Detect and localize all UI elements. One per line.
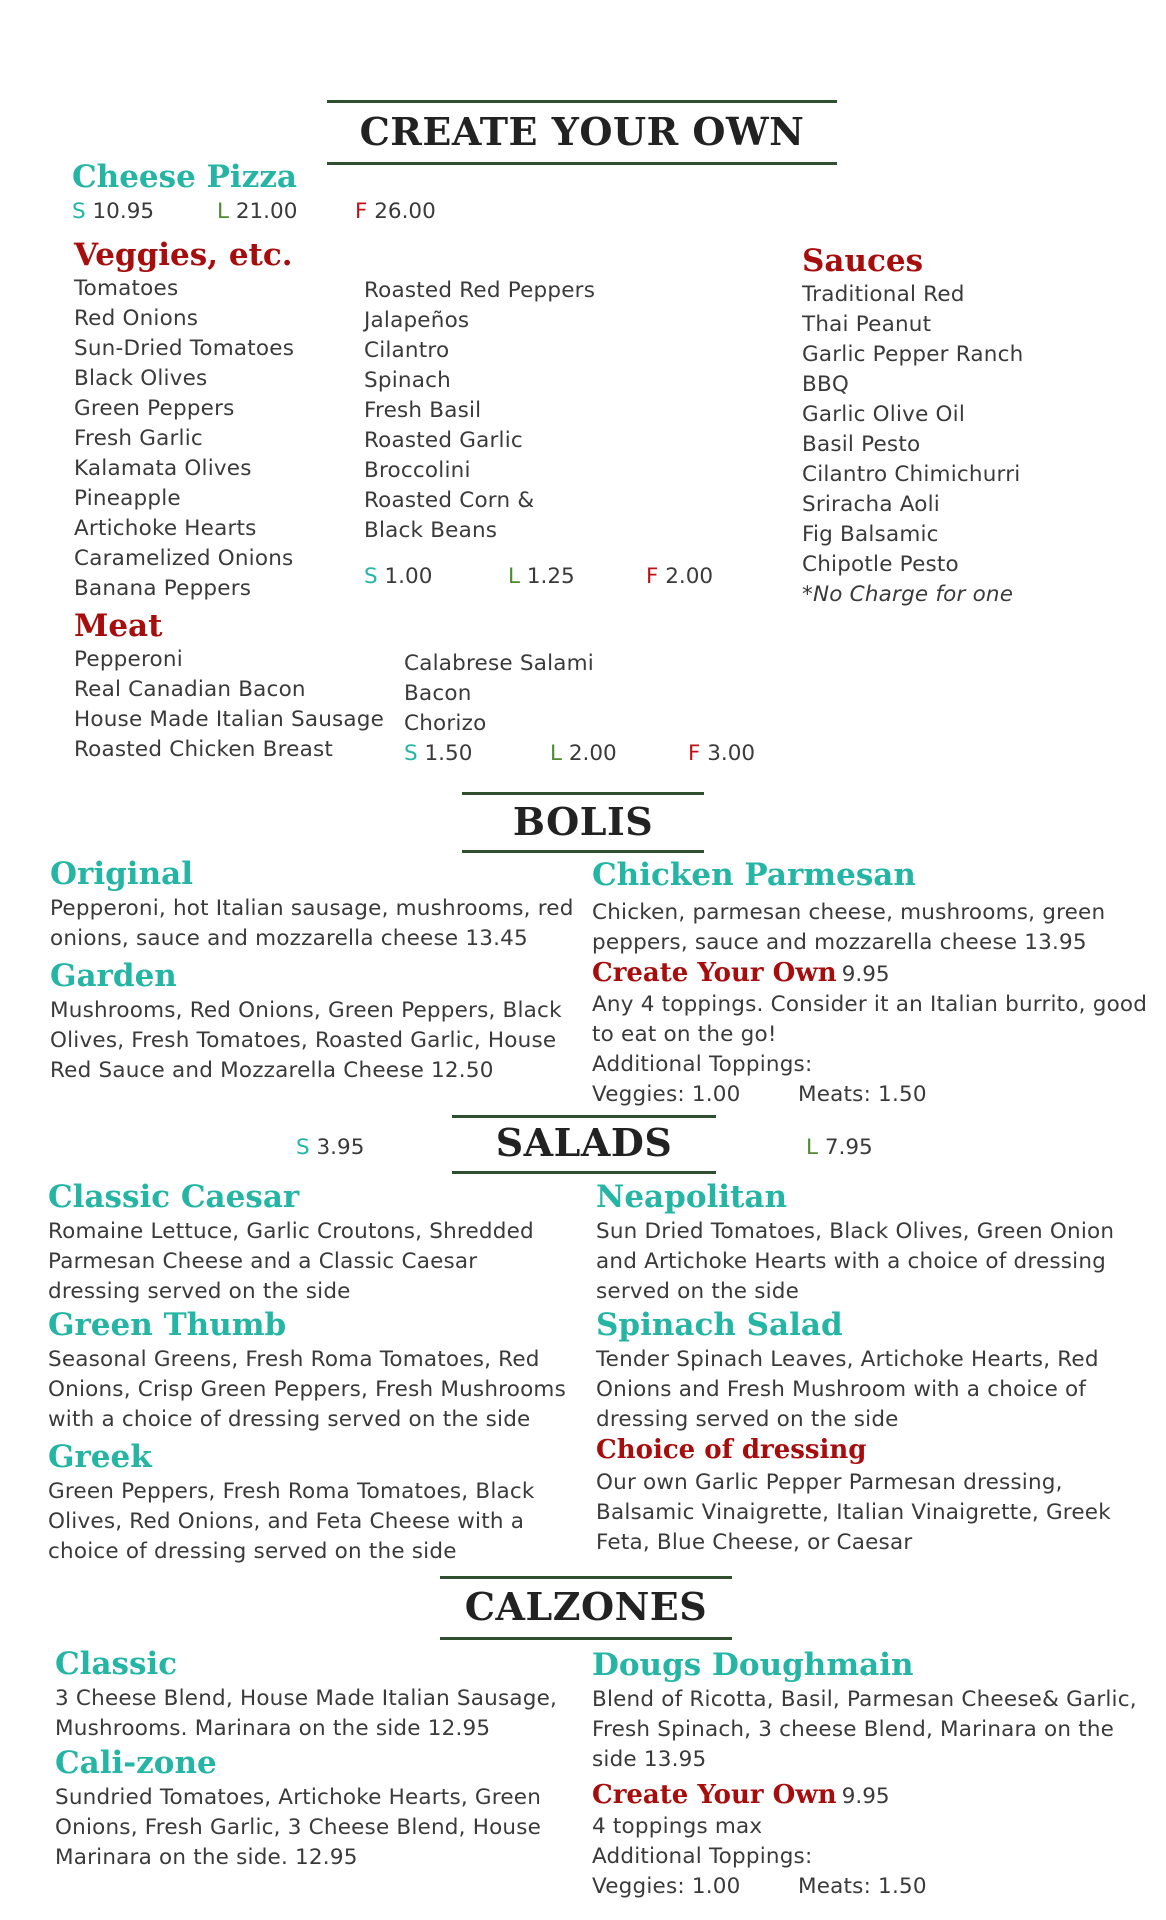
- bolis-create-your-own-price: 9.95: [841, 962, 890, 987]
- cheese-pizza-price-l: L 21.00: [217, 199, 298, 224]
- list-item: Fresh Garlic: [74, 426, 203, 451]
- list-item: Garlic Pepper Ranch: [802, 342, 1024, 367]
- list-item: Black Beans: [364, 518, 498, 543]
- meat-heading: Meat: [74, 608, 163, 644]
- meat-list-2: [404, 649, 594, 739]
- list-item: Pepperoni: [74, 647, 183, 672]
- bolis-create-your-own-title: [592, 958, 890, 990]
- calzones-header: [440, 1576, 732, 1640]
- cheese-pizza-price-s: S 10.95: [72, 199, 155, 224]
- calzone-create-your-own-title: [592, 1780, 890, 1812]
- salad-spinach-name: Spinach Salad: [596, 1307, 843, 1343]
- bolis-chicken-parmesan-name: Chicken Parmesan: [592, 857, 916, 893]
- calzone-calizone-name: Cali-zone: [55, 1745, 217, 1781]
- bolis-garden-desc: Mushrooms, Red Onions, Green Peppers, Black Olives, Fresh Tomatoes, Roasted Garlic, House Red Sauce and Mozzarella Cheese 12.50: [50, 998, 562, 1083]
- list-item: Thai Peanut: [802, 312, 932, 337]
- sauces-list: [802, 280, 1023, 610]
- calzone-additional-toppings: Additional Toppings:: [592, 1844, 813, 1869]
- salads-price-l: L 7.95: [806, 1135, 873, 1160]
- header-rule-bottom: [452, 1171, 716, 1174]
- section-title: CREATE YOUR OWN: [359, 109, 805, 154]
- salad-dressing-name: Choice of dressing: [596, 1435, 867, 1465]
- veggies-list-2: [364, 276, 595, 546]
- cheese-pizza-price-f: F 26.00: [355, 199, 436, 224]
- list-item: Pineapple: [74, 486, 181, 511]
- header-rule-bottom: [462, 850, 704, 853]
- list-item: Traditional Red: [802, 282, 965, 307]
- calzone-doughmain-name: Dougs Doughmain: [592, 1647, 914, 1683]
- list-item: Jalapeños: [364, 308, 470, 333]
- list-item: Green Peppers: [74, 396, 235, 421]
- salads-header: [452, 1115, 716, 1174]
- calzone-classic-desc: 3 Cheese Blend, House Made Italian Sausage, Mushrooms. Marinara on the side 12.95: [55, 1686, 558, 1741]
- calzone-calizone-desc: Sundried Tomatoes, Artichoke Hearts, Green Onions, Fresh Garlic, 3 Cheese Blend, House Marinara on the side. 12.95: [55, 1785, 542, 1870]
- salad-green-thumb-name: Green Thumb: [48, 1307, 287, 1343]
- list-item: Cilantro: [364, 338, 450, 363]
- list-item: Cilantro Chimichurri: [802, 462, 1021, 487]
- calzone-veggies-price: Veggies: 1.00: [592, 1874, 741, 1899]
- calzone-create-your-own-price: 9.95: [841, 1784, 890, 1809]
- list-item: Chipotle Pesto: [802, 552, 959, 577]
- list-item: Kalamata Olives: [74, 456, 252, 481]
- section-title: CALZONES: [464, 1584, 708, 1629]
- list-item: Chorizo: [404, 711, 487, 736]
- list-item: Broccolini: [364, 458, 471, 483]
- list-item: Fig Balsamic: [802, 522, 939, 547]
- list-item: Roasted Red Peppers: [364, 278, 596, 303]
- list-item: Bacon: [404, 681, 472, 706]
- salad-classic-caesar-name: Classic Caesar: [48, 1179, 300, 1215]
- calzone-doughmain-desc: Blend of Ricotta, Basil, Parmesan Cheese& Garlic, Fresh Spinach, 3 cheese Blend, Marinara on the side 13.95: [592, 1687, 1137, 1772]
- veggies-price-l: L 1.25: [508, 564, 575, 589]
- bolis-veggies-price: Veggies: 1.00: [592, 1082, 741, 1107]
- salad-green-thumb-desc: Seasonal Greens, Fresh Roma Tomatoes, Red Onions, Crisp Green Peppers, Fresh Mushrooms with a choice of dressing served on the side: [48, 1347, 566, 1432]
- salads-price-s: S 3.95: [296, 1135, 365, 1160]
- list-item: BBQ: [802, 372, 850, 397]
- list-item: Black Olives: [74, 366, 208, 391]
- salad-dressing-desc: Our own Garlic Pepper Parmesan dressing, Balsamic Vinaigrette, Italian Vinaigrette, Greek Feta, Blue Cheese, or Caesar: [596, 1470, 1111, 1555]
- list-item: Artichoke Hearts: [74, 516, 257, 541]
- salad-classic-caesar-desc: Romaine Lettuce, Garlic Croutons, Shredded Parmesan Cheese and a Classic Caesar dressing served on the side: [48, 1219, 534, 1304]
- veggies-price-f: F 2.00: [646, 564, 714, 589]
- bolis-original-desc: Pepperoni, hot Italian sausage, mushrooms, red onions, sauce and mozzarella cheese 13.45: [50, 896, 574, 951]
- calzone-meats-price: Meats: 1.50: [798, 1874, 927, 1899]
- sauces-note: *No Charge for one: [802, 582, 1014, 607]
- list-item: Tomatoes: [74, 276, 179, 301]
- calzone-create-your-own-name: Create Your Own: [592, 1780, 837, 1810]
- list-item: House Made Italian Sausage: [74, 707, 385, 732]
- bolis-meats-price: Meats: 1.50: [798, 1082, 927, 1107]
- list-item: Caramelized Onions: [74, 546, 294, 571]
- bolis-original-name: Original: [50, 856, 193, 892]
- list-item: Banana Peppers: [74, 576, 252, 601]
- calzone-classic-name: Classic: [55, 1646, 178, 1682]
- list-item: Sriracha Aoli: [802, 492, 940, 517]
- bolis-garden-name: Garden: [50, 958, 177, 994]
- meat-price-f: F 3.00: [688, 741, 756, 766]
- bolis-header: [462, 792, 704, 853]
- list-item: Calabrese Salami: [404, 651, 594, 676]
- header-rule-bottom: [327, 162, 837, 165]
- list-item: Spinach: [364, 368, 451, 393]
- section-title: SALADS: [495, 1120, 673, 1165]
- veggies-price-s: S 1.00: [364, 564, 433, 589]
- meat-list-1: [74, 645, 384, 765]
- bolis-create-your-own-name: Create Your Own: [592, 958, 837, 988]
- bolis-create-your-own-desc: Any 4 toppings. Consider it an Italian burrito, good to eat on the go!: [592, 992, 1148, 1047]
- section-title: BOLIS: [512, 799, 654, 844]
- list-item: Garlic Olive Oil: [802, 402, 966, 427]
- bolis-additional-toppings: Additional Toppings:: [592, 1052, 813, 1077]
- list-item: Red Onions: [74, 306, 199, 331]
- header-rule-bottom: [440, 1637, 732, 1640]
- list-item: Roasted Garlic: [364, 428, 523, 453]
- list-item: Sun-Dried Tomatoes: [74, 336, 295, 361]
- salad-neapolitan-desc: Sun Dried Tomatoes, Black Olives, Green Onion and Artichoke Hearts with a choice of dressing served on the side: [596, 1219, 1115, 1304]
- list-item: Real Canadian Bacon: [74, 677, 306, 702]
- list-item: Basil Pesto: [802, 432, 921, 457]
- cheese-pizza-heading: Cheese Pizza: [72, 159, 298, 195]
- create-your-own-header: [327, 100, 837, 165]
- list-item: Roasted Chicken Breast: [74, 737, 333, 762]
- veggies-heading: Veggies, etc.: [74, 237, 293, 273]
- salad-spinach-desc: Tender Spinach Leaves, Artichoke Hearts, Red Onions and Fresh Mushroom with a choice of dressing served on the side: [596, 1347, 1099, 1432]
- sauces-heading: Sauces: [802, 243, 924, 279]
- salad-greek-name: Greek: [48, 1439, 152, 1475]
- calzone-create-your-own-desc: 4 toppings max: [592, 1814, 763, 1839]
- veggies-list-1: [74, 274, 294, 604]
- meat-price-s: S 1.50: [404, 741, 473, 766]
- list-item: Roasted Corn &: [364, 488, 535, 513]
- meat-price-l: L 2.00: [550, 741, 617, 766]
- list-item: Fresh Basil: [364, 398, 482, 423]
- salad-greek-desc: Green Peppers, Fresh Roma Tomatoes, Black Olives, Red Onions, and Feta Cheese with a choice of dressing served on the side: [48, 1479, 535, 1564]
- bolis-chicken-parmesan-desc: Chicken, parmesan cheese, mushrooms, green peppers, sauce and mozzarella cheese 13.95: [592, 900, 1106, 955]
- salad-neapolitan-name: Neapolitan: [596, 1179, 787, 1215]
